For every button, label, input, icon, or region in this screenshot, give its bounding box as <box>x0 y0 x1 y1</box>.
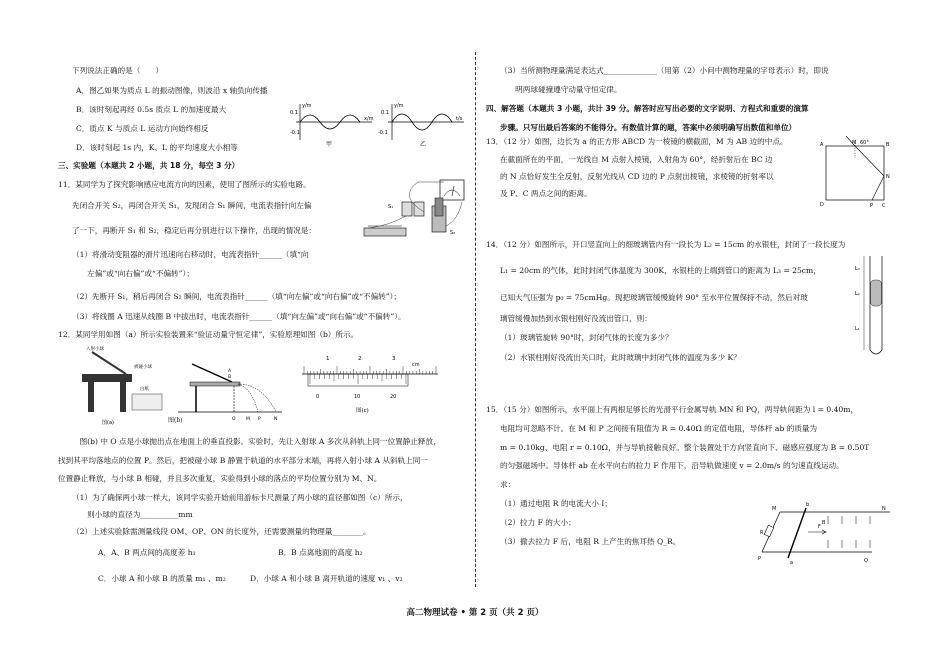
svg-text:cm: cm <box>412 362 420 368</box>
svg-text:入射小球: 入射小球 <box>86 347 104 352</box>
svg-text:M: M <box>772 506 777 512</box>
coil-a-icon <box>435 198 443 216</box>
wave-figures <box>290 100 466 150</box>
q15-line-2: 电阻均可忽略不计。在 M 和 P 之间接有阻值为 R = 0.40Ω 的定值电阻，导体杆 ab 的质量为 <box>500 424 818 433</box>
q12-line-4: 位置静止释放，与小球 B 相碰，并且多次重复，实验得到小球的落点的平均位置分别为 M、N。 <box>58 474 382 483</box>
q14-line-4: 璃管缓慢加热到水银柱刚好没流出管口，则： <box>500 314 652 323</box>
svg-text:N: N <box>882 506 886 512</box>
q15-line-7: （2）拉力 F 的大小； <box>500 518 576 527</box>
figure-a <box>82 345 162 426</box>
q12-option-c: C．小球 A 和小球 B 的质量 m₁ 、m₂ <box>98 574 226 583</box>
q10-option-d: D．该时刻起 1s 内，K、L 的平均速度大小相等 <box>76 143 238 152</box>
circuit-figure <box>358 176 470 246</box>
wave-figure-yi <box>378 103 464 148</box>
svg-text:x/m: x/m <box>364 116 374 122</box>
svg-text:S₂: S₂ <box>450 230 456 236</box>
svg-text:O: O <box>232 417 236 422</box>
glass-tube-figure <box>852 254 892 360</box>
svg-text:P: P <box>870 203 874 208</box>
q13-line-1: 13．（12 分）如图，边长为 a 的正方形 ABCD 为一棱镜的横截面，M 为 AB 边的中点。 <box>486 137 788 146</box>
battery-icon <box>402 202 412 216</box>
svg-text:D: D <box>820 202 824 208</box>
wave-figure-jia <box>290 103 374 148</box>
rail-figure <box>758 500 894 566</box>
svg-text:B: B <box>886 142 890 148</box>
q14-line-3: 已知大气压强为 p₀ = 75cmHg。现把玻璃管缓慢旋转 90° 至水平位置保持不动，然后对玻 <box>500 293 808 302</box>
svg-text:b: b <box>806 502 810 508</box>
svg-text:P: P <box>758 556 762 562</box>
q13-line-3: 的 N 点恰好发生全反射，反射光线从 CD 边的 P 点射出棱镜，求棱镜的折射率以 <box>500 172 774 181</box>
svg-text:0.1: 0.1 <box>381 110 389 116</box>
q14-line-2: L₁ = 20cm 的气体，此时封闭气体温度为 300K，水银柱的上端到管口的距离为 L₃ = 25cm， <box>500 266 821 275</box>
section-4-heading-2: 步骤。只写出最后答案的不能得分。有数值计算的题，答案中必须明确写出数值和单位） <box>500 123 797 132</box>
resistor-icon <box>764 525 774 537</box>
svg-text:3: 3 <box>392 356 396 362</box>
svg-text:P: P <box>258 417 261 422</box>
q13-line-2: 在截面所在的平面，一光线自 M 点射入棱镜，入射角为 60°，经折射后在 BC 边 <box>500 155 773 164</box>
q11-line-7: （3）将线圈 A 迅速从线圈 B 中拔出时，电流表指针______（填“向左偏”或“向右偏”或“不偏转”）。 <box>72 312 406 321</box>
q12-option-a: A．A、B 两点间的高度差 h₁ <box>98 548 196 557</box>
figure-b <box>178 364 282 422</box>
figure-c-vernier <box>302 356 438 414</box>
svg-text:白纸: 白纸 <box>140 387 149 392</box>
svg-text:A: A <box>228 369 232 374</box>
q15-line-4: 的匀强磁场中。导体杆 ab 在水平向右的拉力 F 作用下，沿导轨做速度 v = 2.0m/s 的匀速直线运动。 <box>500 461 844 470</box>
svg-text:B: B <box>228 375 232 380</box>
q11-line-1: 11．某同学为了探究影响感应电流方向的因素，使用了图所示的实验电路。 <box>58 180 311 189</box>
q15-line-1: 15．（15 分）如图所示，水平面上有两根足够长的光滑平行金属导轨 MN 和 PQ，两导轨间距为 l = 0.40m， <box>486 405 859 414</box>
q11-line-3: 了一下，再断开 S₁ 和 S₂，稳定后再分别进行以下操作，出现的情况是： <box>72 226 316 235</box>
svg-text:Q: Q <box>864 558 868 564</box>
svg-text:60°: 60° <box>860 140 869 146</box>
svg-text:被碰小球: 被碰小球 <box>134 365 152 370</box>
q14-line-1: 14．（12 分）如图所示，开口竖直向上的细玻璃管内有一段长为 L₂ = 15cm 的水银柱，封闭了一段长度为 <box>486 240 846 249</box>
fig-label-b: 图(b) <box>168 417 183 424</box>
svg-text:y/m: y/m <box>394 103 404 109</box>
q10-stem: 下列说法正确的是（ ） <box>72 66 164 75</box>
q13-line-4: 及 P、C 两点之间的距离。 <box>500 189 592 198</box>
fig-label-jia: 甲 <box>326 141 333 148</box>
svg-text:0.1: 0.1 <box>290 110 298 116</box>
svg-text:M: M <box>246 417 250 422</box>
svg-text:N: N <box>274 417 278 422</box>
svg-text:F: F <box>818 524 821 530</box>
q14-line-5: （1）玻璃管旋转 90°时，封闭气体的长度为多少？ <box>500 333 673 342</box>
svg-text:2: 2 <box>358 356 362 362</box>
column-divider <box>475 52 476 587</box>
q12-line-3: 找到其平均落地点的位置 P。然后，把被碰小球 B 静置于轨道的水平部分末端，再将入射小球 A 从斜轨上同一 <box>58 456 428 465</box>
svg-text:L₂: L₂ <box>855 291 860 297</box>
svg-text:S₁: S₁ <box>388 204 394 210</box>
momentum-figures <box>82 344 446 426</box>
svg-text:L₃: L₃ <box>855 266 860 272</box>
section-3-heading: 三、实验题（本题共 2 小题，共 18 分，每空 3 分） <box>58 161 240 170</box>
svg-text:20: 20 <box>390 394 397 400</box>
page-footer: 高二物理试卷 • 第 2 页（共 2 页） <box>406 608 544 618</box>
q12-line-2: 图(b) 中 O 点是小球抛出点在地面上的垂直投影。实验时，先让入射球 A 多次从斜轨上同一位置静止释放， <box>72 437 441 446</box>
svg-text:L₁: L₁ <box>855 326 860 332</box>
q10-option-a: A．图乙如果为质点 L 的振动图像，则波沿 x 轴负向传播 <box>76 86 268 95</box>
q11-line-2: 先闭合开关 S₂，再闭合开关 S₁，发现闭合 S₁ 瞬间，电流表指针向左偏 <box>72 201 312 210</box>
q12-line-6: 则小球的直径为__________mm <box>72 510 193 519</box>
svg-text:M: M <box>852 140 857 146</box>
svg-text:图(a): 图(a) <box>102 420 114 426</box>
q12-line-1: 12．某同学用如图（a）所示实验装置来“验证动量守恒定律”，实验原理如图（b）所示。 <box>58 330 359 339</box>
q12-option-d: D．小球 A 和小球 B 离开轨道的速度 v₁ 、v₂ <box>250 574 403 583</box>
q12-line-5: （1）为了确保两小球一样大，该同学实验开始前用游标卡尺测量了两小球的直径都如图（c）所示， <box>72 493 408 502</box>
rod-ab <box>788 508 806 558</box>
q12-3-line-1: （3）当所测物理量满足表达式______________（用第（2）小问中测物理量的字母表示）时，即说 <box>500 66 829 75</box>
q15-line-3: m = 0.10kg、电阻 r = 0.10Ω，并与导轨接触良好。整个装置处于方向竖直向下、磁感应强度为 B = 0.50T <box>500 443 870 452</box>
svg-text:C: C <box>882 203 886 208</box>
svg-text:B: B <box>822 520 826 526</box>
svg-text:1: 1 <box>326 356 330 362</box>
svg-text:A: A <box>820 142 824 148</box>
mercury-column <box>871 280 882 306</box>
q15-line-8: （3）撤去拉力 F 后，电阻 R 上产生的焦耳热 Q_R。 <box>500 537 681 546</box>
q12-line-7: （2）上述实验除需测量线段 OM、OP、ON 的长度外，还需要测量的物理量________。 <box>72 527 371 536</box>
section-4-heading-1: 四、解答题（本题共 3 小题，共计 39 分。解答时应写出必要的文字说明、方程式和重要的演算 <box>486 104 809 113</box>
q15-line-6: （1）通过电阻 R 的电流大小 I； <box>500 499 612 508</box>
svg-text:a: a <box>790 560 794 566</box>
fig-label-c: 图(c) <box>356 408 369 414</box>
q14-line-6: （2）水银柱刚好没流出关口时，此时玻璃中封闭气体的温度为多少 K？ <box>500 353 741 362</box>
prism-figure <box>816 136 896 208</box>
q15-line-5: 求： <box>500 480 516 489</box>
q11-line-5: 左偏”或“向右偏”或“不偏转”）； <box>72 269 194 278</box>
rheostat-icon <box>364 228 406 236</box>
q12-3-line-2: 明两球碰撞遵守动量守恒定律。 <box>500 85 622 94</box>
svg-text:-0.1: -0.1 <box>378 130 388 136</box>
svg-text:10: 10 <box>354 394 361 400</box>
fig-label-yi: 乙 <box>420 141 427 148</box>
q10-option-b: B．该时刻起再经 0.5s 质点 L 的加速度最大 <box>76 105 227 114</box>
svg-text:R: R <box>760 530 764 536</box>
q11-line-4: （1）将滑动变阻器的滑片迅速向右移动时，电流表指针______（填“向 <box>72 250 309 259</box>
svg-text:y/m: y/m <box>302 103 312 109</box>
q10-option-c: C．质点 K 与质点 L 运动方向始终相反 <box>76 124 209 133</box>
q11-line-6: （2）先断开 S₁，稍后再闭合 S₂ 瞬间，电流表指针______（填“向左偏”或“向右偏”或“不偏转”）； <box>72 292 402 301</box>
q12-option-b: B．B 点离地面的高度 h₂ <box>278 548 363 557</box>
svg-text:t/s: t/s <box>456 116 463 122</box>
svg-text:N: N <box>886 174 890 180</box>
svg-text:-0.1: -0.1 <box>290 130 300 136</box>
svg-text:0: 0 <box>316 394 320 400</box>
